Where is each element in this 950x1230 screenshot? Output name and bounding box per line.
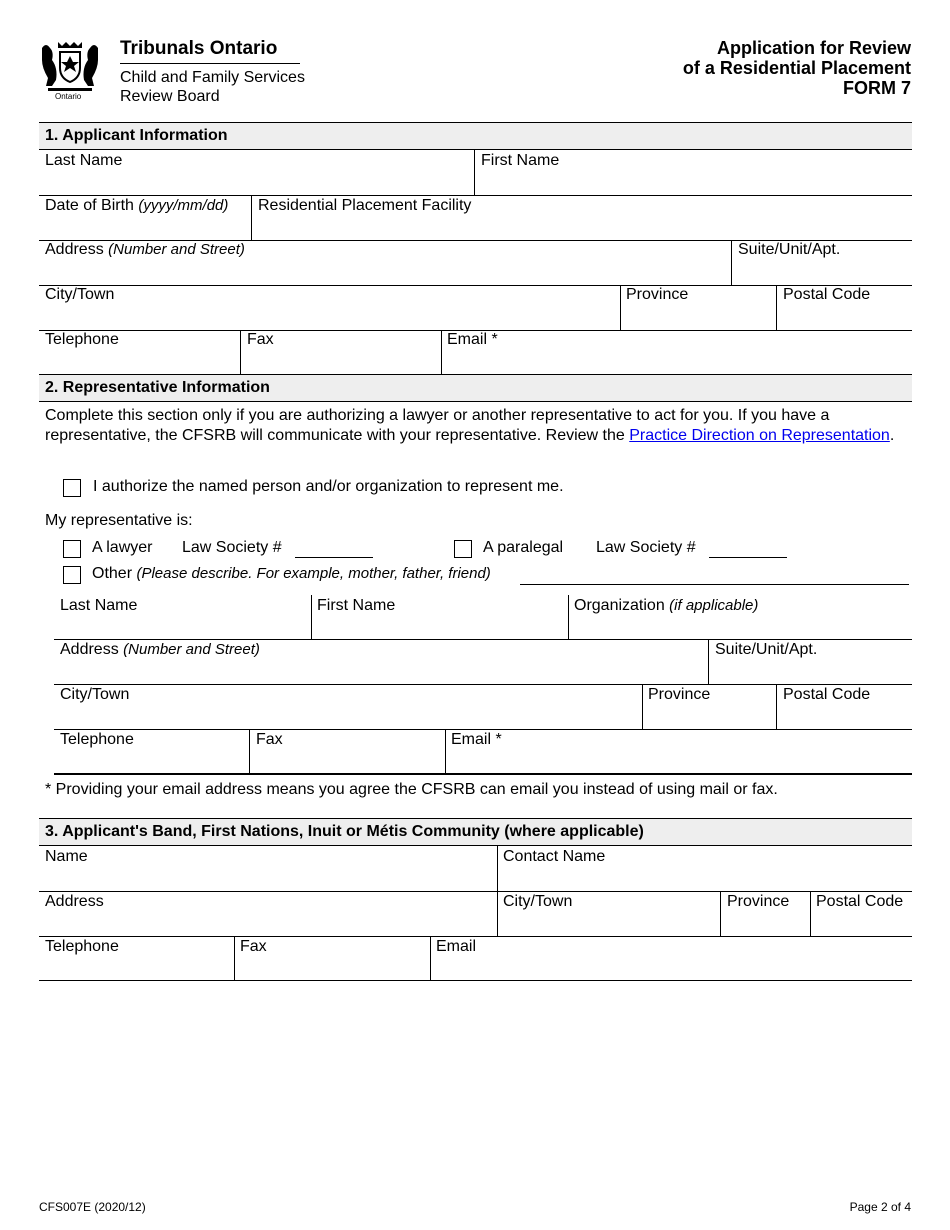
section-2-heading: 2. Representative Information [39, 374, 912, 402]
applicant-last-name-field[interactable]: Last Name [45, 152, 123, 169]
address-label: Address [45, 241, 104, 258]
community-contact-name-field[interactable]: Contact Name [503, 848, 606, 865]
paralegal-checkbox[interactable] [454, 540, 472, 558]
paralegal-law-society-input[interactable] [709, 557, 787, 558]
community-postal-code-field[interactable]: Postal Code [816, 893, 904, 910]
other-hint: (Please describe. For example, mother, father, friend) [136, 565, 491, 582]
form-title-line-2: of a Residential Placement [682, 58, 911, 78]
rep-postal-code-field[interactable]: Postal Code [783, 686, 871, 703]
rep-suite-field[interactable]: Suite/Unit/Apt. [715, 641, 818, 658]
applicant-first-name-field[interactable]: First Name [481, 152, 560, 169]
section-3-heading: 3. Applicant's Band, First Nations, Inuit or Métis Community (where applicable) [39, 818, 912, 846]
lawyer-label: A lawyer [92, 539, 153, 556]
logo-caption: Ontario [55, 92, 82, 101]
email-consent-note: * Providing your email address means you agree the CFSRB can email you instead of using mail or fax. [45, 781, 778, 798]
rep-address-hint: (Number and Street) [123, 641, 260, 658]
rep-first-name-field[interactable]: First Name [317, 597, 396, 614]
organization-hint: (if applicable) [669, 597, 759, 614]
lawyer-law-society-input[interactable] [295, 557, 373, 558]
paralegal-label: A paralegal [483, 539, 564, 556]
authorize-label: I authorize the named person and/or organization to represent me. [93, 478, 564, 495]
intro-text: Complete this section only if you are authorizing a lawyer or another representative to act for you. If you have a representative, the CFSRB will communicate with your representative. Review the [45, 407, 830, 444]
dob-label: Date of Birth [45, 197, 134, 214]
rep-province-field[interactable]: Province [648, 686, 711, 703]
org-divider [120, 63, 300, 64]
residential-facility-field[interactable]: Residential Placement Facility [258, 197, 472, 214]
applicant-fax-field[interactable]: Fax [247, 331, 274, 348]
org-subtitle [120, 68, 305, 106]
section-1-heading: 1. Applicant Information [39, 122, 912, 150]
address-hint: (Number and Street) [108, 241, 245, 258]
community-telephone-field[interactable]: Telephone [45, 938, 119, 955]
intro-end: . [889, 427, 895, 444]
my-representative-label: My representative is: [45, 512, 193, 529]
org-subtitle-line-1: Child and Family Services [120, 69, 305, 86]
other-text: Other [92, 565, 133, 582]
applicant-telephone-field[interactable]: Telephone [45, 331, 119, 348]
representative-intro [45, 406, 905, 446]
applicant-dob-field[interactable] [45, 197, 228, 215]
org-name: Tribunals Ontario [120, 38, 278, 59]
other-description-input[interactable] [520, 584, 909, 585]
form-title-line-1: Application for Review [716, 38, 911, 58]
dob-hint: (yyyy/mm/dd) [138, 197, 229, 214]
rep-address-field[interactable] [60, 641, 260, 659]
community-email-field[interactable]: Email [436, 938, 477, 955]
applicant-postal-code-field[interactable]: Postal Code [783, 286, 871, 303]
form-code: CFS007E (2020/12) [39, 1200, 146, 1214]
applicant-email-field[interactable]: Email * [447, 331, 498, 348]
community-address-field[interactable]: Address [45, 893, 104, 910]
applicant-city-field[interactable]: City/Town [45, 286, 115, 303]
community-fax-field[interactable]: Fax [240, 938, 267, 955]
rep-fax-field[interactable]: Fax [256, 731, 283, 748]
lawyer-law-society-label: Law Society # [182, 539, 282, 556]
organization-label: Organization [574, 597, 665, 614]
other-label [92, 565, 491, 583]
community-name-field[interactable]: Name [45, 848, 88, 865]
lawyer-checkbox[interactable] [63, 540, 81, 558]
paralegal-law-society-label: Law Society # [596, 539, 696, 556]
form-title [683, 38, 911, 98]
rep-address-label: Address [60, 641, 119, 658]
rep-city-field[interactable]: City/Town [60, 686, 130, 703]
rep-last-name-field[interactable]: Last Name [60, 597, 138, 614]
page-number: Page 2 of 4 [849, 1200, 911, 1214]
org-subtitle-line-2: Review Board [120, 88, 220, 105]
rep-organization-field[interactable] [574, 597, 758, 615]
applicant-suite-field[interactable]: Suite/Unit/Apt. [738, 241, 841, 258]
authorize-checkbox[interactable] [63, 479, 81, 497]
community-city-field[interactable]: City/Town [503, 893, 573, 910]
community-province-field[interactable]: Province [727, 893, 790, 910]
rep-email-field[interactable]: Email * [451, 731, 502, 748]
applicant-address-field[interactable] [45, 241, 245, 259]
applicant-province-field[interactable]: Province [626, 286, 689, 303]
rep-telephone-field[interactable]: Telephone [60, 731, 134, 748]
practice-direction-link[interactable]: Practice Direction on Representation [629, 427, 890, 444]
form-number: FORM 7 [842, 78, 911, 98]
other-checkbox[interactable] [63, 566, 81, 584]
